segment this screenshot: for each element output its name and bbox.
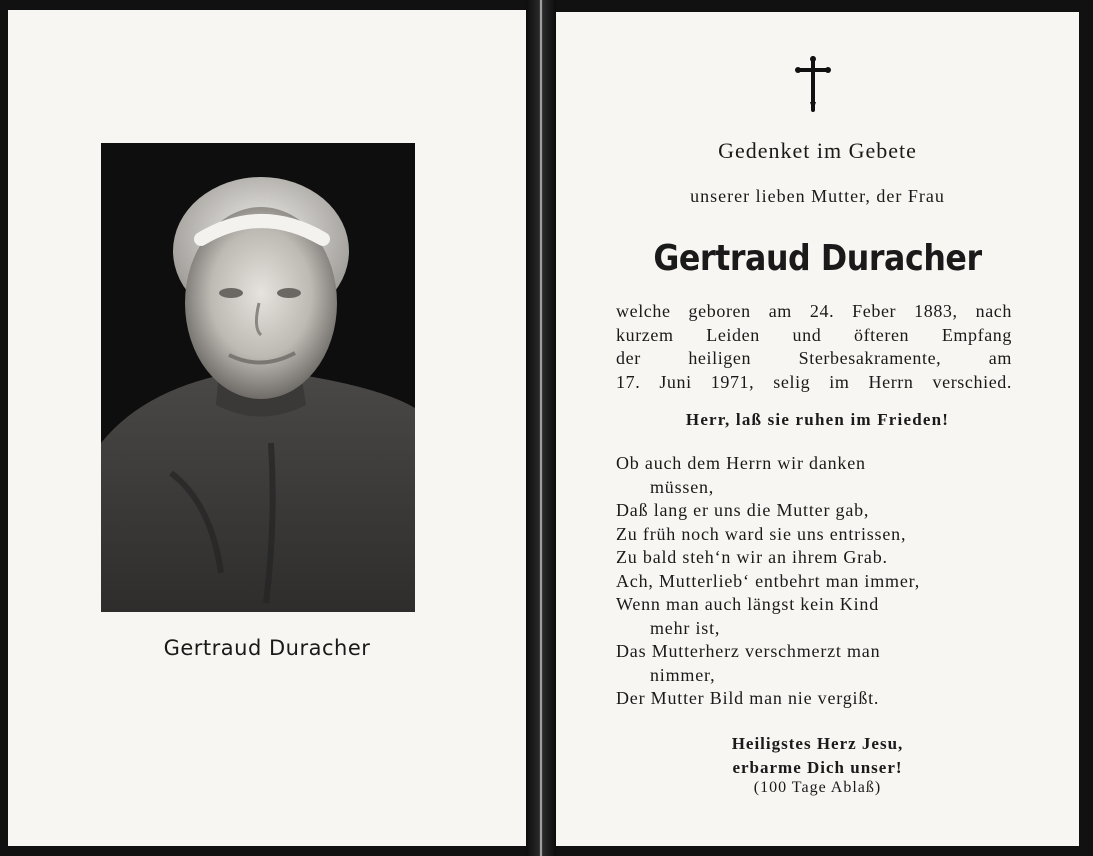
poem-line: Wenn man auch längst kein Kind [616,594,879,614]
poem-line: nimmer, [650,664,716,685]
intro-text: unserer lieben Mutter, der Frau [690,186,945,206]
closing-prayer [556,732,1079,780]
biography-line: kurzem Leiden und öfteren Empfang [616,324,1012,345]
poem [616,452,1016,711]
poem-line: Zu bald steh‘n wir an ihrem Grab. [616,547,888,567]
closing-line: Heiligstes Herz Jesu, [731,734,904,753]
indulgence-text: (100 Tage Ablaß) [753,779,882,796]
poem-line: Ach, Mutterlieb‘ entbehrt man immer, [616,570,920,591]
biography-line: der heiligen Sterbesakramente, am [616,348,1012,368]
header-text: Gedenket im Gebete [718,138,917,163]
poem-line: Das Mutterherz verschmerzt man [616,641,881,661]
biography-paragraph [616,300,1012,394]
deceased-name: Gertraud Duracher [653,238,982,279]
prayer-text: Herr, laß sie ruhen im Frieden! [685,410,950,429]
poem-line: Ob auch dem Herrn wir danken [616,453,866,473]
poem-line: mehr ist, [650,617,721,638]
cross-icon [795,56,831,112]
biography-line: welche geboren am 24. Feber 1883, nach [616,301,1012,321]
closing-line: erbarme Dich unser! [732,758,903,777]
right-card [556,12,1079,846]
biography-line: 17. Juni 1971, selig im Herrn verschied. [616,371,1012,392]
portrait-photo [101,143,415,612]
left-card [8,10,526,846]
poem-line: Zu früh noch ward sie uns entrissen, [616,523,907,544]
poem-line: müssen, [650,476,715,497]
card-fold [526,0,556,856]
portrait-image [101,143,415,612]
poem-line: Der Mutter Bild man nie vergißt. [616,688,880,708]
photo-caption: Gertraud Duracher [163,636,371,660]
poem-line: Daß lang er uns die Mutter gab, [616,500,870,520]
